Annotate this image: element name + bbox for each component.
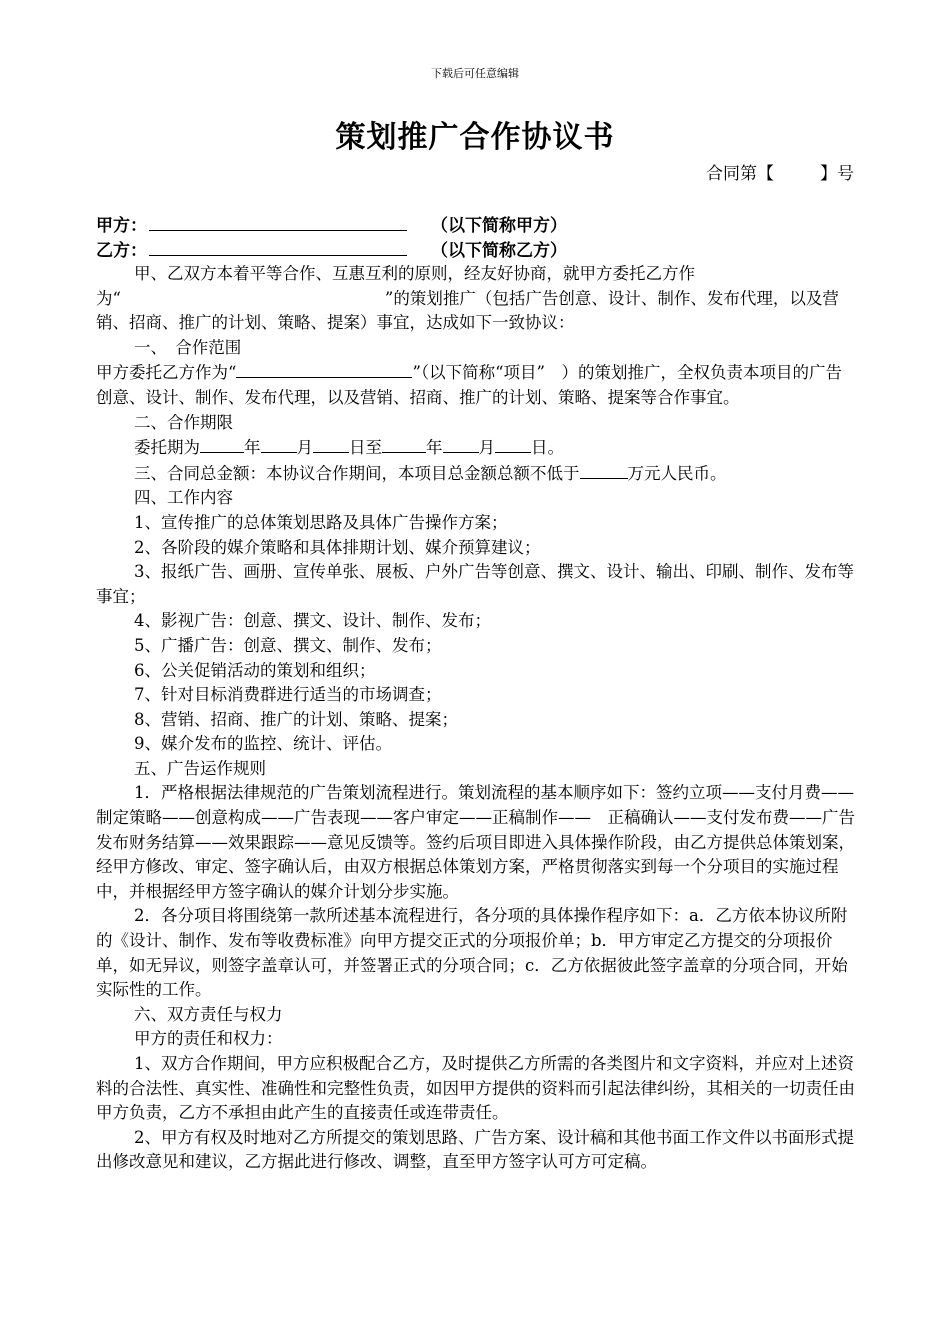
section-1-title: 一、 合作范围 bbox=[134, 337, 242, 357]
party-b-blank bbox=[149, 237, 407, 256]
end-day-blank bbox=[495, 435, 531, 453]
party-a-label: 甲方： bbox=[96, 216, 147, 236]
intro-paragraph: 甲、乙双方本着平等合作、互惠互利的原则，经友好协商，就甲方委托乙方作为“ ”的策划推广（包括广告创意、设计、制作、发布代理，以及营销、招商、推广的计划、策略、提案）事宜，达成如下一致协议： bbox=[96, 264, 839, 333]
contract-number-prefix: 合同第【 bbox=[706, 164, 774, 184]
party-a-line bbox=[96, 212, 567, 238]
agreement-body bbox=[96, 262, 858, 1175]
party-a-blank bbox=[149, 212, 407, 231]
end-year-blank bbox=[382, 435, 426, 453]
start-year-blank bbox=[200, 435, 244, 453]
work-item: 7、针对目标消费群进行适当的市场调查； bbox=[134, 685, 442, 705]
party-b-note: （以下简称乙方） bbox=[431, 241, 567, 261]
contract-number-suffix: 】号 bbox=[820, 164, 854, 184]
section-3-amount: 三、合同总金额：本协议合作期间，本项目总金额总额不低于 万元人民币。 bbox=[96, 461, 858, 487]
contract-number bbox=[706, 163, 854, 185]
start-month-blank bbox=[261, 435, 297, 453]
work-item: 3、报纸广告、画册、宣传单张、展板、户外广告等创意、撰文、设计、输出、印刷、制作、发布等事宜； bbox=[96, 562, 854, 606]
work-item: 6、公关促销活动的策划和组织； bbox=[134, 660, 376, 680]
section-6-subtitle: 甲方的责任和权力： bbox=[134, 1029, 283, 1049]
section-2-term: 委托期为 年 月 日至 年 月 日。 bbox=[96, 435, 858, 461]
section-5-paragraph-2: 2．各分项目将围绕第一款所述基本流程进行，各分项的具体操作程序如下：a．乙方依本协议所附的《设计、制作、发布等收费标准》向甲方提交正式的分项报价单；b．甲方审定乙方提交的分项报价单，如无异议，则签字盖章认可，并签署正式的分项合同；c．乙方依据彼此签字盖章的分项合同，开始实际性的工作。 bbox=[96, 906, 848, 1000]
section-6-paragraph-1: 1、双方合作期间，甲方应积极配合乙方，及时提供乙方所需的各类图片和文字资料，并应对上述资料的合法性、真实性、准确性和完整性负责，如因甲方提供的资料而引起法律纠纷，其相关的一切责任由甲方负责，乙方不承担由此产生的直接责任或连带责任。 bbox=[96, 1054, 855, 1123]
work-item: 4、影视广告：创意、撰文、设计、制作、发布； bbox=[134, 611, 491, 631]
section-4-title: 四、工作内容 bbox=[134, 488, 233, 508]
section-5-paragraph-1: 1．严格根据法律规范的广告策划流程进行。策划流程的基本顺序如下：签约立项——支付月费——制定策略——创意构成——广告表现——客户审定——正稿制作—— 正稿确认——支付发布费——广告发布财务结算——效果跟踪——意见反馈等。签约后项目即进入具体操作阶段，由乙方提供总体策划案，经甲方修改、审定、签字确认后，由双方根据总体策划方案，严格贯彻落实到每一个分项目的实施过程中，并根据经甲方签字确认的媒介计划分步实施。 bbox=[96, 783, 855, 901]
end-month-blank bbox=[443, 435, 479, 453]
work-item: 9、媒介发布的监控、统计、评估。 bbox=[134, 734, 392, 754]
party-a-note: （以下简称甲方） bbox=[431, 216, 567, 236]
work-item: 2、各阶段的媒介策略和具体排期计划、媒介预算建议； bbox=[134, 537, 541, 557]
section-5-title: 五、广告运作规则 bbox=[134, 758, 266, 778]
section-1-paragraph: 甲方委托乙方作为“ ”（以下简称“项目” ）的策划推广，全权负责本项目的广告创意、设计、制作、发布代理，以及营销、招商、推广的计划、策略、提案等合作事宜。 bbox=[96, 360, 858, 410]
start-day-blank bbox=[313, 435, 349, 453]
work-item: 1、宣传推广的总体策划思路及具体广告操作方案； bbox=[134, 512, 508, 532]
party-b-label: 乙方： bbox=[96, 241, 147, 261]
work-item: 5、广播广告：创意、撰文、制作、发布； bbox=[134, 635, 442, 655]
document-title: 策划推广合作协议书 bbox=[335, 120, 615, 155]
party-b-line bbox=[96, 237, 567, 263]
work-item: 8、营销、招商、推广的计划、策略、提案； bbox=[134, 709, 458, 729]
project-name-blank bbox=[236, 360, 412, 378]
header-note: 下载后可任意编辑 bbox=[431, 67, 519, 80]
section-6-title: 六、双方责任与权力 bbox=[134, 1004, 283, 1024]
amount-blank bbox=[580, 461, 628, 479]
section-2-title: 二、合作期限 bbox=[134, 412, 233, 432]
section-6-paragraph-2: 2、甲方有权及时地对乙方所提交的策划思路、广告方案、设计稿和其他书面工作文件以书面形式提出修改意见和建议，乙方据此进行修改、调整，直至甲方签字认可方可定稿。 bbox=[96, 1127, 854, 1172]
